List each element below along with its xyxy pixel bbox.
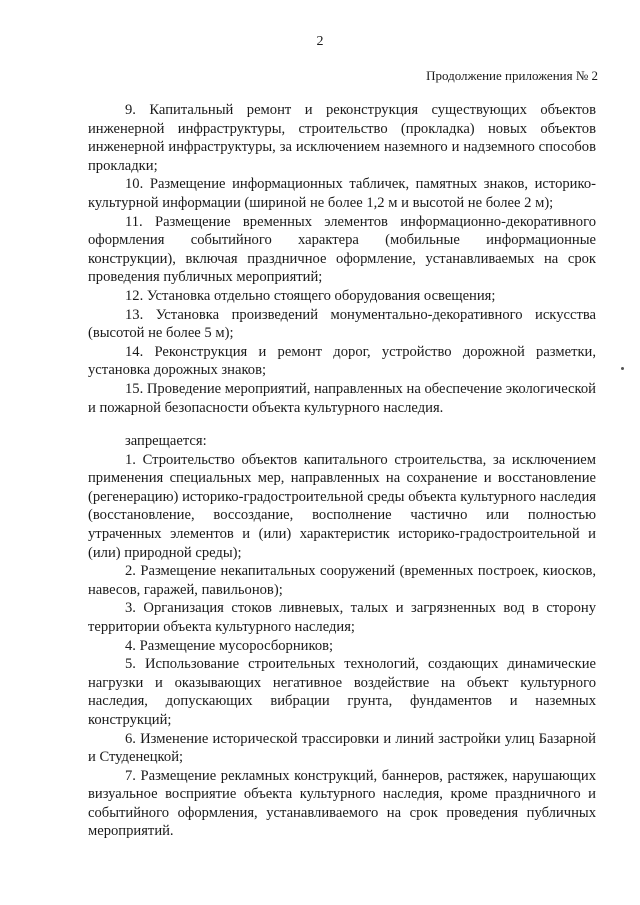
list-item: 3. Организация стоков ливневых, талых и загрязненных вод в сторону территории объекта культурного наследия;: [88, 600, 596, 635]
list-item: 2. Размещение некапитальных сооружений (временных построек, киосков, навесов, гаражей, павильонов);: [88, 563, 596, 598]
allowed-list: [88, 101, 596, 417]
page-number: 2: [316, 34, 324, 49]
list-item: 14. Реконструкция и ремонт дорог, устройство дорожной разметки, установка дорожных знаков;: [88, 343, 596, 379]
prohibited-section: [88, 432, 596, 841]
list-item: 1. Строительство объектов капитального строительства, за исключением применения специальных мер, направленных на сохранение и восстановление (регенерацию) историко-градостроительной среды объекта культурного наследия (восстановление, воссоздание, восполнение частично или полностью утраченных элементов и (или) характеристик историко-градостроительной и (или) природной среды);: [88, 451, 596, 561]
continuation-note: Продолжение приложения № 2: [426, 68, 598, 83]
list-item: 13. Установка произведений монументально-декоративного искусства (высотой не более 5 м);: [88, 306, 596, 342]
list-item: 7. Размещение рекламных конструкций, баннеров, растяжек, нарушающих визуальное восприятие объекта культурного наследия, кроме праздничного и событийного оформления, устанавливаемого на срок проведения публичных мероприятий.: [88, 767, 596, 840]
list-item: 5. Использование строительных технологий, создающих динамические нагрузки и оказывающих негативное воздействие на объект культурного наследия, допускающих вибрации грунта, фундаментов и наземных конструкций;: [88, 656, 596, 728]
list-item: 15. Проведение мероприятий, направленных на обеспечение экологической и пожарной безопасности объекта культурного наследия.: [88, 380, 596, 416]
list-item: 9. Капитальный ремонт и реконструкция существующих объектов инженерной инфраструктуры, строительство (прокладка) новых объектов инженерной инфраструктуры, за исключением наземного и надземного способов прокладки;: [88, 102, 596, 174]
prohibited-lead: запрещается:: [125, 433, 207, 449]
list-item: 4. Размещение мусоросборников;: [125, 637, 334, 654]
list-item: 6. Изменение исторической трассировки и линий застройки улиц Базарной и Студенецкой;: [88, 730, 596, 766]
list-item: 11. Размещение временных элементов информационно-декоративного оформления событийного характера (мобильные информационные конструкции), включая праздничное оформление, устанавливаемых на срок проведения публичных мероприятий;: [88, 213, 596, 286]
margin-mark: [621, 367, 624, 370]
list-item: 12. Установка отдельно стоящего оборудования освещения;: [125, 287, 496, 304]
list-item: 10. Размещение информационных табличек, памятных знаков, историко-культурной информации (шириной не более 1,2 м и высотой не более 2 м);: [88, 176, 596, 211]
